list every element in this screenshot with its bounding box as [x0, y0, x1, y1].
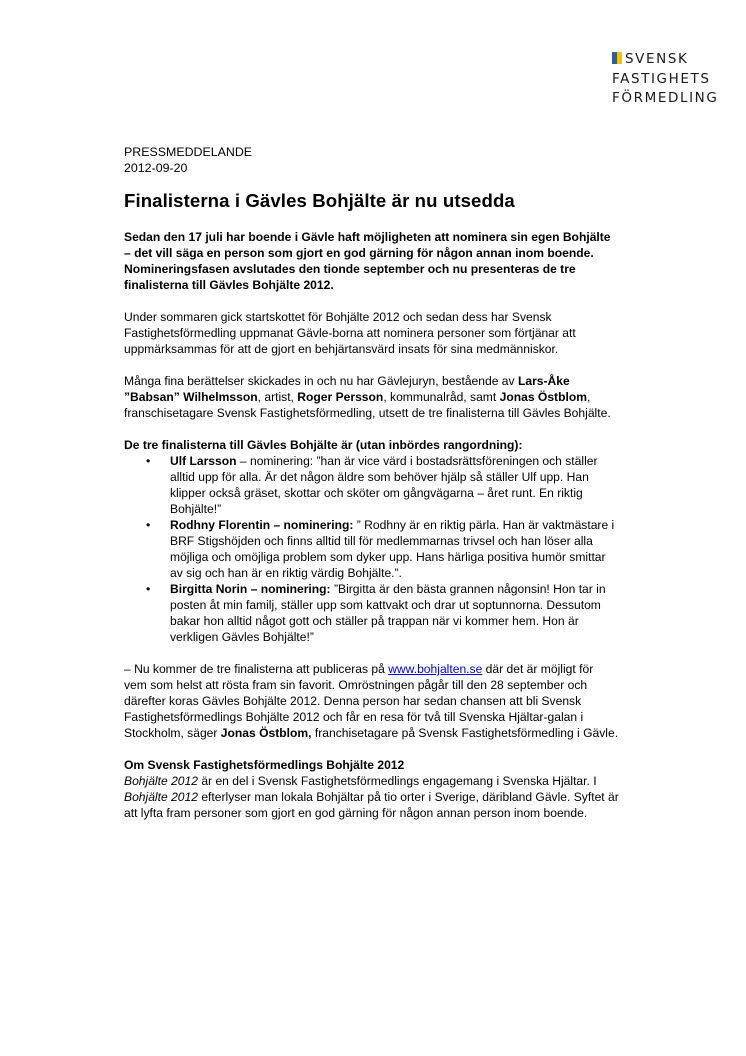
doc-type: PRESSMEDDELANDE: [124, 145, 253, 159]
bohjalten-link[interactable]: www.bohjalten.se: [388, 662, 483, 676]
jury-name: Roger Persson: [297, 390, 384, 404]
text-line: Fastighetsförmedlings Bohjälte 2012 och får en resa för två till Svenska Hjältar-galan i: [124, 710, 584, 724]
list-item: [146, 453, 644, 517]
list-item: [146, 581, 644, 645]
text-line: verkligen Gävles Bohjälte!”: [170, 630, 314, 644]
text-span: ”han är vice värd i bostadsrättsföreningen och ställer: [316, 454, 598, 468]
italic-term: Bohjälte 2012: [124, 790, 198, 804]
text-line: [124, 389, 644, 405]
jury-name: Lars-Åke: [517, 374, 570, 388]
logo-text-1: SVENSK: [625, 51, 689, 67]
text-line: franschisetagare Svensk Fastighetsförmedling, utsett de tre finalisterna till Gävles Bohjälte.: [124, 406, 611, 420]
text-span: är en del i Svensk Fastighetsförmedlings engagemang i Svenska Hjältar. I: [197, 774, 597, 788]
text-line: BRF Stigshöjden och finns alltid till för medlemmarnas trivsel och han löser alla: [170, 534, 593, 548]
finalist-name: Birgitta Norin – nominering:: [170, 582, 331, 596]
about-section: [124, 757, 644, 821]
text-span: – nominering:: [236, 454, 317, 468]
text-line: Under sommaren gick startskottet för Bohjälte 2012 och sedan dess har Svensk: [124, 310, 552, 324]
text-line: möjliga och omöjliga problem som dyker upp. Hans härliga positiva humör smittar: [170, 550, 606, 564]
text-span: , kommunalråd, samt: [383, 390, 500, 404]
text-line: Fastighetsförmedling uppmanat Gävle-borna att nominera personer som förtjänar att: [124, 326, 576, 340]
text-span: ”Birgitta är den bästa grannen någonsin! Hon tar in: [333, 582, 606, 596]
finalists-heading: De tre finalisterna till Gävles Bohjälte är (utan inbördes rangordning):: [124, 438, 523, 452]
person-name: Jonas Östblom,: [220, 726, 312, 740]
intro-line: finalisterna till Gävles Bohjälte 2012.: [124, 278, 334, 292]
jury-name: Jonas Östblom: [499, 390, 587, 404]
text-span: – Nu kommer de tre finalisterna att publiceras på: [124, 662, 389, 676]
italic-term: Bohjälte 2012: [124, 774, 198, 788]
paragraph-jury: [124, 373, 644, 421]
finalist-name: Rodhny Florentin – nominering:: [170, 518, 354, 532]
logo-line-3: FÖRMEDLING: [612, 90, 719, 106]
finalists-list: [124, 453, 644, 645]
intro-paragraph: [124, 229, 644, 293]
intro-line: Sedan den 17 juli har boende i Gävle haft möjligheten att nominera sin egen Bohjälte: [124, 230, 611, 244]
text-span: efterlyser man lokala Bohjältar på tio orter i Sverige, däribland Gävle. Syftet är: [197, 790, 619, 804]
text-line: därefter koras Gävles Bohjälte 2012. Denna person har sedan chansen att bli Svensk: [124, 694, 582, 708]
doc-date: 2012-09-20: [124, 161, 188, 175]
text-line: [124, 789, 644, 805]
text-span: ” Rodhny är en riktig pärla. Han är vaktmästare i: [356, 518, 615, 532]
text-line: uppmärksammas för att de gjort en behjärtansvärd insats för sina medmänniskor.: [124, 342, 559, 356]
text-span: ,: [586, 390, 591, 404]
jury-name: ”Babsan” Wilhelmsson: [124, 390, 258, 404]
text-line: alltid upp för alla. Är det någon äldre som behöver hjälp så ställer Ulf upp. Han: [170, 470, 589, 484]
paragraph-summer: [124, 309, 644, 357]
text-span: franchisetagare på Svensk Fastighetsförmedling i Gävle.: [311, 726, 619, 740]
text-line: posten åt min familj, ställer upp som kattvakt och drar ut soptunnorna. Dessutom: [170, 598, 601, 612]
text-line: att lyfta fram personer som gjort en god gärning för någon annan person inom boende.: [124, 806, 588, 820]
text-span: , artist,: [257, 390, 298, 404]
paragraph-voting: [124, 661, 644, 741]
page-title: Finalisterna i Gävles Bohjälte är nu utsedda: [124, 190, 515, 211]
intro-line: Nomineringsfasen avslutades den tionde september och nu presenteras de tre: [124, 262, 576, 276]
finalist-name: Ulf Larsson: [170, 454, 237, 468]
bullet-icon: •: [146, 518, 151, 532]
swedish-flag-icon: [612, 52, 622, 64]
text-span: där det är möjligt för: [482, 662, 594, 676]
about-heading: Om Svensk Fastighetsförmedlings Bohjälte 2012: [124, 758, 405, 772]
text-line: Bohjälte!”: [170, 502, 222, 516]
text-line: [124, 773, 644, 789]
list-item: [146, 517, 644, 581]
text-line: av sig och han är en riktig värdig Bohjälte.”.: [170, 566, 402, 580]
intro-line: – det vill säga en person som gjort en god gärning för någon annan inom boende.: [124, 246, 594, 260]
text-line: klipper också gräset, skottar och sköter om gångvägarna – året runt. En riktig: [170, 486, 583, 500]
logo-line-1: [612, 50, 712, 70]
company-logo: [612, 50, 719, 109]
bullet-icon: •: [146, 454, 151, 468]
text-span: Många fina berättelser skickades in och nu har Gävlejuryn, bestående av: [124, 374, 518, 388]
text-line: [124, 373, 644, 389]
text-line: [124, 725, 644, 741]
logo-line-2: FASTIGHETS: [612, 70, 711, 87]
document-body: [124, 144, 644, 821]
text-line: vem som helst att rösta fram sin favorit. Omröstningen pågår till den 28 september och: [124, 678, 588, 692]
text-line: bakar hon alltid något gott och ställer på trappan när vi kommer hem. Hon är: [170, 614, 579, 628]
text-line: [124, 661, 644, 677]
bullet-icon: •: [146, 582, 151, 596]
text-span: Stockholm, säger: [124, 726, 221, 740]
